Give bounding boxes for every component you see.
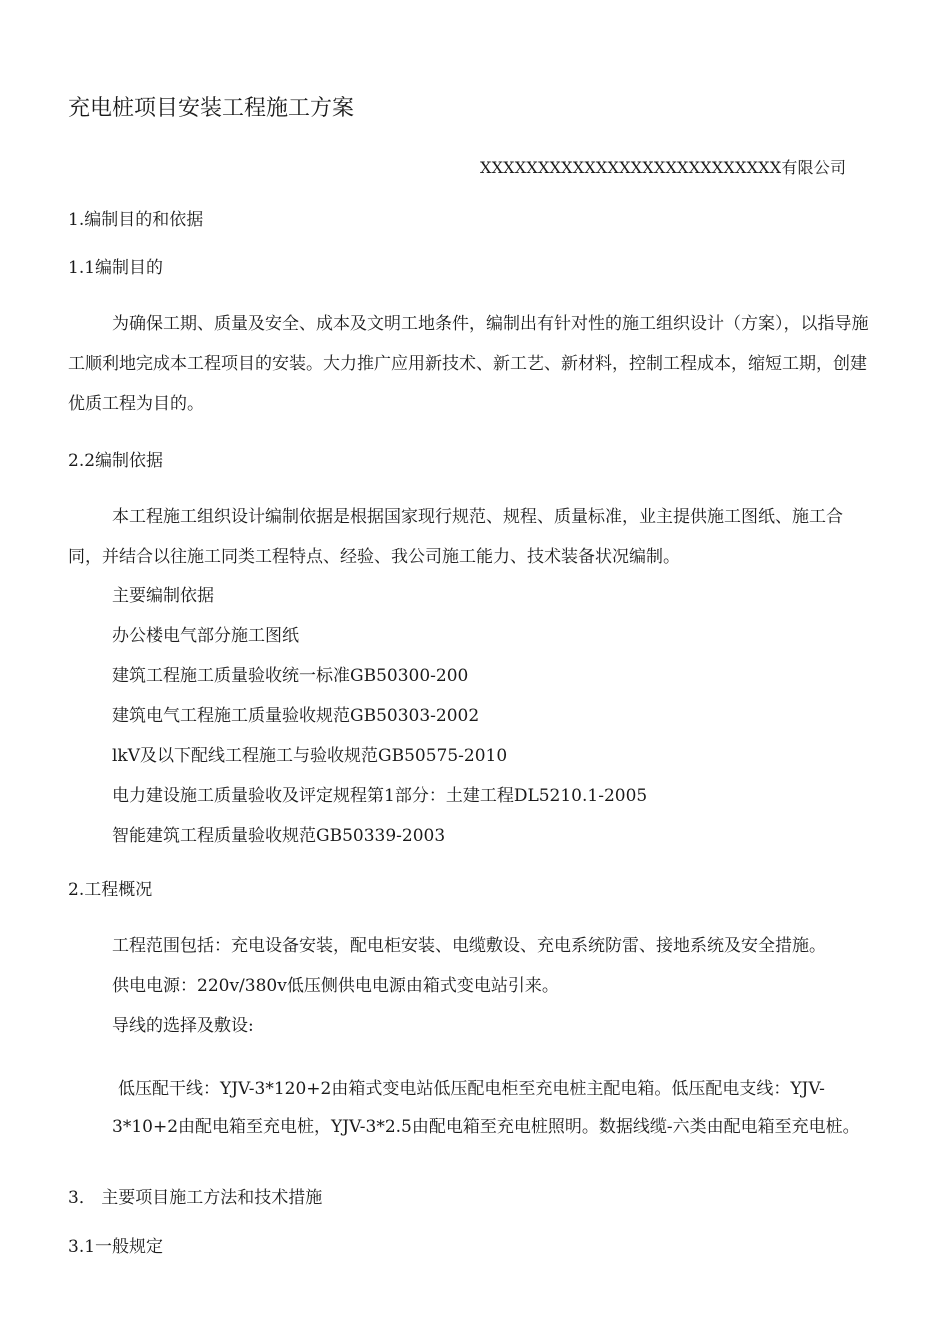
basis-item: 智能建筑工程质量验收规范GB50339-2003 [112,826,446,846]
basis-item: 电力建设施工质量验收及评定规程第1部分：土建工程DL5210.1-2005 [112,786,648,806]
section-heading-3-1: 3.1一般规定 [68,1237,164,1257]
section-heading-1: 1.编制目的和依据 [68,210,204,230]
scope-text: 工程范围包括：充电设备安装，配电柜安装、电缆敷设、充电系统防雷、接地系统及安全措施。 [112,936,826,956]
section-heading-2: 2.工程概况 [68,880,153,900]
section-heading-2-2: 2.2编制依据 [68,451,164,471]
basis-heading: 主要编制依据 [112,586,214,606]
basis-item: 建筑电气工程施工质量验收规范GB50303-2002 [112,706,480,726]
power-supply-text: 供电电源：220v/380v低压侧供电电源由箱式变电站引来。 [112,976,559,996]
section-heading-3: 3． 主要项目施工方法和技术措施 [68,1188,323,1208]
wire-text: 低压配干线：YJV-3*120+2由箱式变电站低压配电柜至充电桩主配电箱。低压配电支线：YJV-3*10+2由配电箱至充电桩，YJV-3*2.5由配电箱至充电桩照明。数据线缆-六类由配电箱至充电桩。 [112,1079,860,1137]
document-title: 充电桩项目安装工程施工方案 [68,96,355,121]
paragraph-purpose: 为确保工期、质量及安全、成本及文明工地条件，编制出有针对性的施工组织设计（方案），以指导施工顺利地完成本工程项目的安装。大力推广应用新技术、新工艺、新材料，控制工程成本，缩短工期，创建优质工程为目的。 [68,314,869,414]
basis-item: lkV及以下配线工程施工与验收规范GB50575-2010 [112,746,508,766]
wire-heading: 导线的选择及敷设: [112,1016,254,1036]
paragraph-basis: 本工程施工组织设计编制依据是根据国家现行规范、规程、质量标准，业主提供施工图纸、施工合同，并结合以往施工同类工程特点、经验、我公司施工能力、技术装备状况编制。 [68,507,843,567]
section-heading-1-1: 1.1编制目的 [68,258,164,278]
basis-item: 建筑工程施工质量验收统一标准GB50300-200 [112,666,469,686]
basis-item: 办公楼电气部分施工图纸 [112,626,299,646]
company-name: XXXXXXXXXXXXXXXXXXXXXXXXXX有限公司 [480,158,847,177]
